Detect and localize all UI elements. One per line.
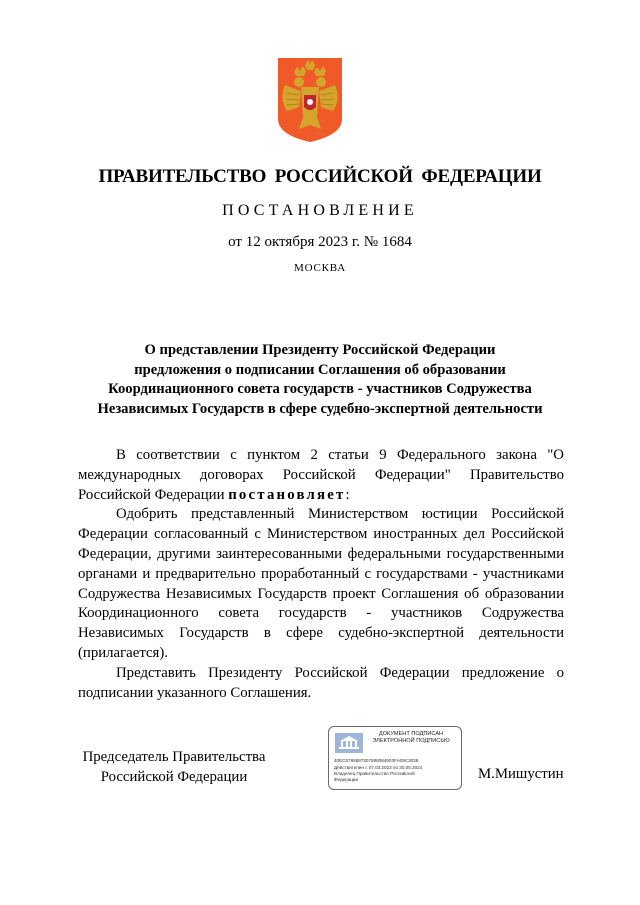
subject-line: Независимых Государств в сфере судебно-экспертной деятельности — [97, 400, 543, 417]
position-line: Российской Федерации — [100, 768, 248, 785]
signatory-position — [76, 748, 272, 787]
document-type: ПОСТАНОВЛЕНИЕ — [222, 202, 418, 219]
electronic-signature-stamp — [328, 726, 462, 790]
paragraph-punctuation: : — [345, 486, 350, 503]
subject-line: Координационного совета государств - участников Содружества — [108, 381, 532, 397]
document-body — [78, 446, 564, 703]
paragraph-text: В соответствии с пунктом 2 статьи 9 Федерального закона "О международных договорах Российской Федерации" Правительство Российской Федерации — [78, 447, 564, 503]
decree-keyword: постановляет — [228, 486, 346, 503]
signatory-name: М.Мишустин — [478, 766, 564, 782]
paragraph: Представить Президенту Российской Федерации предложение о подписании указанного Соглашения. — [78, 664, 564, 701]
stamp-owner: Федерации — [334, 777, 359, 782]
paragraph — [78, 446, 564, 505]
stamp-owner: Владелец Правительство Российской — [334, 771, 415, 776]
subject-line: О представлении Президенту Российской Федерации — [144, 342, 496, 358]
stamp-title — [363, 731, 459, 745]
stamp-certificate: 40EC5788887307888084603FA09C3038 — [334, 758, 419, 763]
city: МОСКВА — [294, 262, 346, 274]
document-subject — [0, 341, 640, 419]
coat-of-arms-emblem-icon — [277, 57, 343, 143]
government-title: ПРАВИТЕЛЬСТВО РОССИЙСКОЙ ФЕДЕРАЦИИ — [98, 166, 542, 187]
position-line: Председатель Правительства — [82, 749, 266, 765]
stamp-title-line: ЭЛЕКТРОННОЙ ПОДПИСЬЮ — [372, 738, 450, 744]
stamp-title-line: ДОКУМЕНТ ПОДПИСАН — [378, 731, 444, 737]
building-icon — [335, 733, 363, 753]
paragraph: Одобрить представленный Министерством юстиции Российской Федерации согласованный с Министерством иностранных дел Российской Федерации, другими заинтересованными федеральными государственными органами и предварительно проработанный с государствами - участниками Содружества Независимых Государств проект Соглашения об образовании Координационного совета государств - участников Содружества Независимых Государств в сфере судебно-экспертной деятельности (прилагается). — [78, 506, 564, 661]
date-and-number: от 12 октября 2023 г. № 1684 — [228, 234, 412, 250]
stamp-validity: Действителен с 07.03.2023 по 30.05.2024 — [334, 765, 423, 770]
subject-line: предложения о подписании Соглашения об образовании — [134, 361, 506, 378]
